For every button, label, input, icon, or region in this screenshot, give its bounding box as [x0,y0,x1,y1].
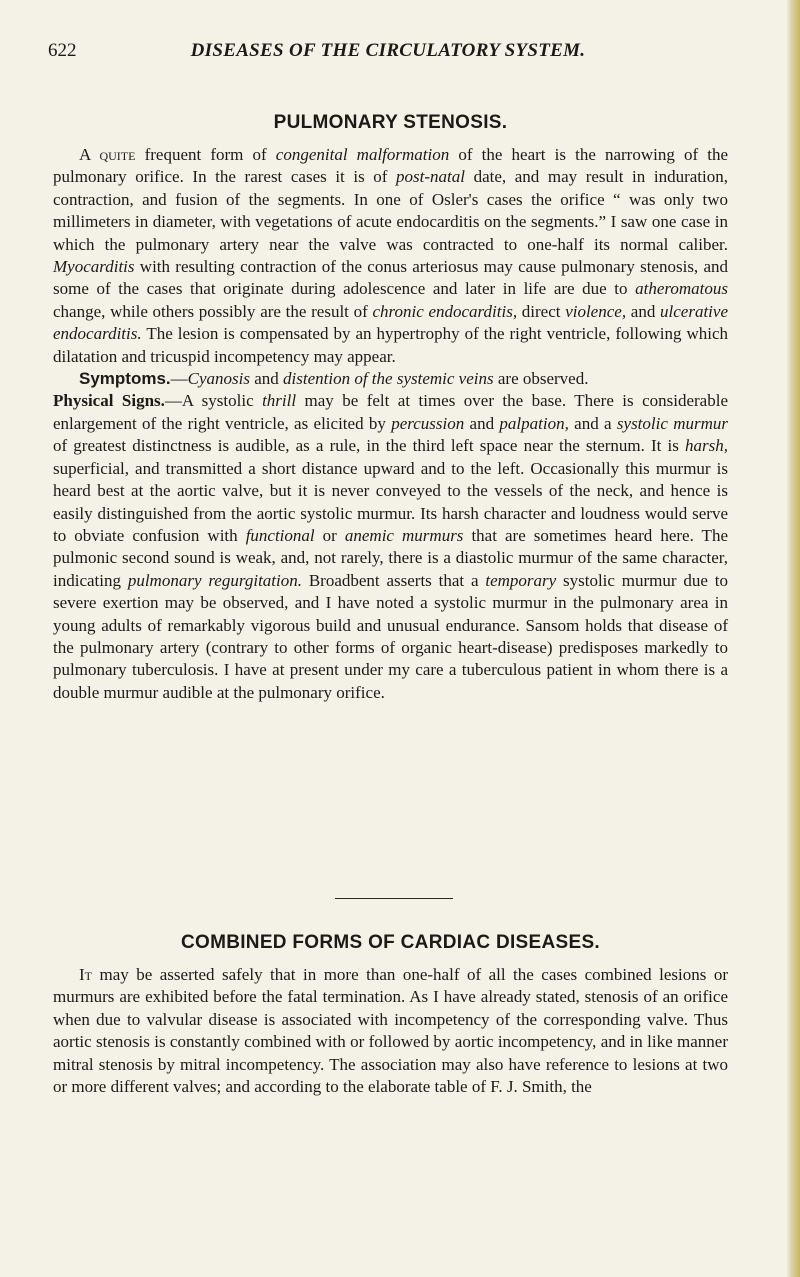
text-run: and [249,369,284,389]
italic-term: atheromatous [635,279,728,299]
text-run: that are sometimes heard here. The pulmonic second sound is weak, and, not rarely, there is a diastolic murmur of the same character, indicating [53,525,728,590]
small-caps-text: quite [99,145,136,164]
italic-term: thrill [262,391,297,411]
text-run: of greatest distinctness is audible, as a rule, in the third left space near the sternum. It is [53,436,686,456]
text-run: change, while others possibly are the result of [53,301,373,321]
paragraph-physical-signs [53,390,728,704]
page-edge-shadow [786,0,800,1277]
paragraph-combined [53,964,728,1098]
text-run: with resulting contraction of the conus arteriosus may cause pulmonary stenosis, and some of the cases that originate during adolescence and later in life are due to [53,257,728,299]
text-run: systolic murmur due to severe exertion may be observed, and I have noted a systolic murmur in the pulmonary area in young adults of remarkably vigorous build and unusual endurance. Sansom holds that disease of the pulmonary artery (contrary to other forms of organic heart-disease) predisposes markedly to pulmonary tuberculosis. I have at present under my care a tuberculous patient in whom there is a double murmur audible at the pulmonary orifice. [53,570,728,702]
drop-letter: A [79,145,91,164]
running-head [48,40,728,66]
text-run: The lesion is compensated by an hypertrophy of the right ventricle, following which dilatation and tricuspid incompetency may appear. [53,324,728,366]
section-combined-forms [53,932,728,1098]
text-run: may be felt at times over the base. There is considerable enlargement of the right ventricle, as elicited by [53,391,728,433]
text-run: are observed. [493,369,589,389]
text-run: of the heart is the narrowing of the pulmonary orifice. In the rarest cases it is of [53,145,729,187]
italic-term: systolic murmur [616,413,729,433]
page-number: 622 [48,40,77,61]
text-run: frequent form of [135,145,276,164]
text-run: — [170,369,188,389]
italic-term: post-natal [396,167,465,187]
text-run: or [314,525,345,545]
paragraph-intro [53,144,728,368]
italic-term: distention of the systemic veins [283,369,494,389]
italic-term: violence, [565,301,627,321]
italic-term: pulmonary regurgitation. [127,570,302,590]
text-run: and [626,301,661,321]
italic-term: harsh, [685,436,728,456]
italic-term: ulcerative endocarditis. [53,301,728,344]
text-run: and [464,413,500,433]
text-run: may be asserted safely that in more than one-half of all the cases combined lesions or murmurs are exhibited before the fatal termination. As I have already stated, stenosis of an orifice when due to valvular disease is associated with incompetency of the corresponding valve. Thus aortic stenosis is constantly combined with or followed by aortic incompetency, and in like manner mitral stenosis by mitral incompetency. The association may also have reference to lesions at two or more different valves; and according to the elaborate table of F. J. Smith, the [53,965,728,1097]
italic-term: temporary [485,570,557,590]
text-run: Broadbent asserts that a [301,570,486,590]
italic-term: congenital malformation [275,145,450,164]
italic-term: anemic murmurs [344,525,464,545]
running-title: DISEASES OF THE CIRCULATORY SYSTEM. [190,40,586,61]
small-caps-text: t [84,965,93,984]
text-run: date, and may result in induration, contraction, and fusion of the segments. In one of Osler's cases the orifice “ was only two millimeters in diameter, with vegetations of acute endocarditis on the segments.” I saw one case in which the pulmonary artery near the valve was contracted to one-half its normal caliber. [53,167,728,254]
section-divider [335,898,453,899]
section-title: COMBINED FORMS OF CARDIAC DISEASES. [180,932,601,953]
italic-term: Myocarditis [53,257,135,277]
text-run: direct [517,301,566,321]
paragraph-symptoms [53,368,728,390]
italic-term: functional [245,525,315,545]
section-title: PULMONARY STENOSIS. [273,112,508,133]
subsection-label-symptoms: Symptoms. [79,369,171,389]
italic-term: palpation, [499,413,569,433]
italic-term: Cyanosis [187,369,250,389]
text-run: superficial, and transmitted a short distance upward and to the left. Occasionally this murmur is heard best at the aortic valve, but it is never conveyed to the vessels of the neck, and hence is easily distinguished from the aortic systolic murmur. Its harsh character and loudness would serve to obviate confusion with [53,458,728,545]
italic-term: chronic endocarditis, [372,301,518,321]
text-run: and a [568,413,617,433]
section-pulmonary-stenosis [53,112,728,704]
drop-letter: I [79,965,85,984]
subsection-label-physical-signs: Physical Signs. [53,391,165,411]
text-run: —A systolic [164,391,263,411]
italic-term: percussion [391,413,465,433]
